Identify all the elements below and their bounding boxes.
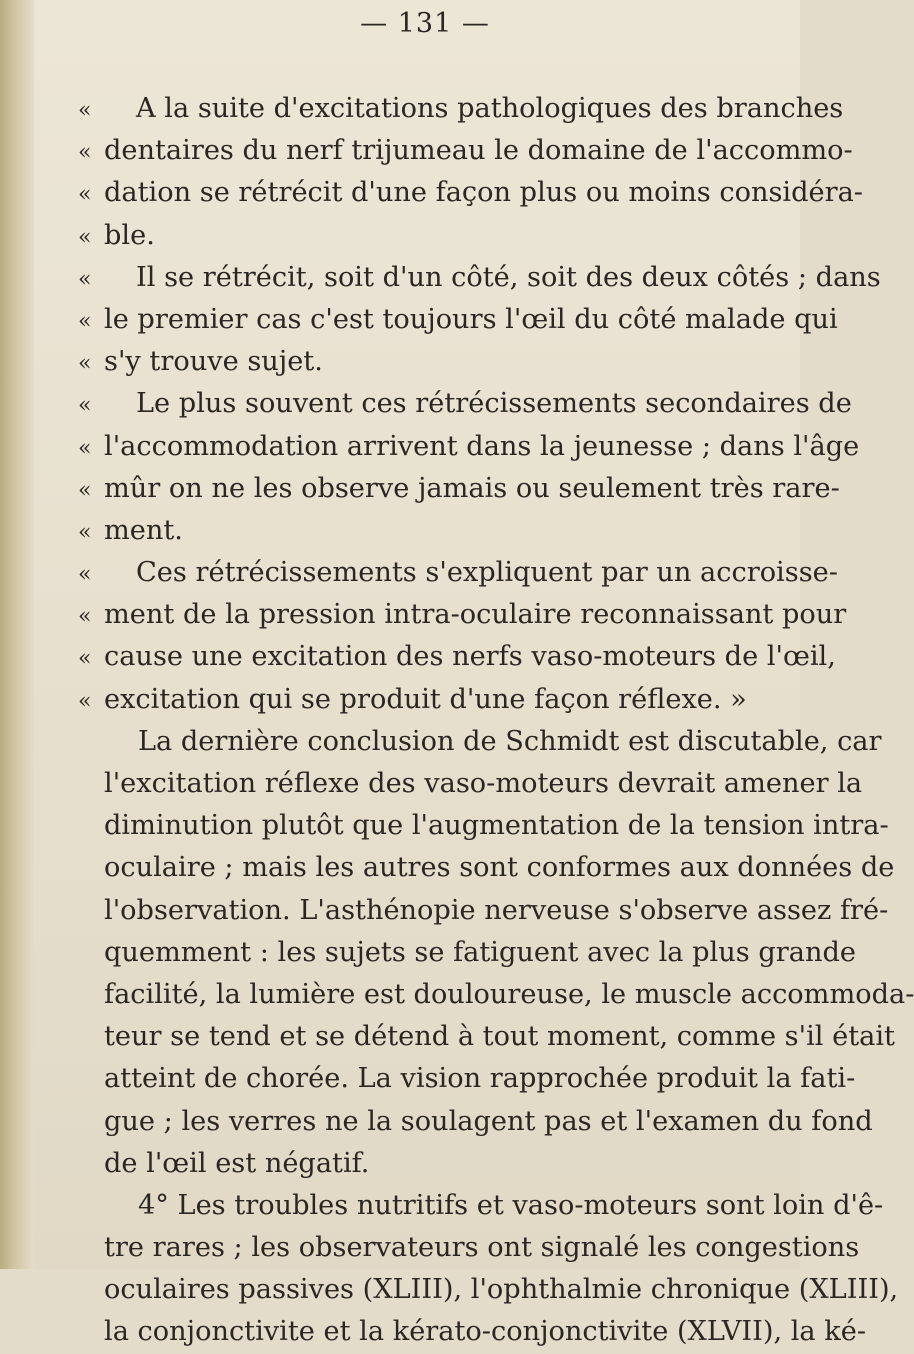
line-text: Le plus souvent ces rétrécissements secondaires de: [136, 388, 852, 420]
text-line: [78, 552, 838, 594]
line-text: atteint de chorée. La vision rapprochée produit la fati-: [104, 1063, 856, 1095]
quote-mark: «: [78, 562, 92, 588]
text-line: [82, 1185, 884, 1227]
text-line: [78, 426, 860, 468]
text-line: [78, 130, 853, 172]
quote-mark: «: [78, 519, 92, 545]
quote-mark: «: [78, 224, 92, 250]
quote-mark: «: [78, 98, 92, 123]
quote-mark: «: [78, 477, 92, 503]
line-text: l'excitation réflexe des vaso-moteurs devrait amener la: [104, 768, 863, 799]
text-line: [82, 1269, 899, 1311]
line-text: la conjonctivite et la kérato-conjonctivite (XLVII), la ké-: [104, 1316, 867, 1348]
line-text: oculaires passives (XLIII), l'ophthalmie chronique (XLIII),: [104, 1274, 899, 1306]
line-text: excitation qui se produit d'une façon réflexe. »: [104, 683, 747, 715]
line-text: La dernière conclusion de Schmidt est discutable, car: [138, 725, 882, 757]
text-line: [82, 721, 882, 763]
quote-mark: «: [78, 646, 92, 672]
line-text: mûr on ne les observe jamais ou seulement très rare-: [104, 472, 840, 504]
line-text: cause une excitation des nerfs vaso-moteurs de l'œil,: [104, 641, 836, 673]
line-text: gue ; les verres ne la soulagent pas et l'examen du fond: [104, 1105, 873, 1137]
text-line: [78, 679, 762, 721]
text-line: [78, 636, 836, 678]
text-line: [82, 1143, 762, 1185]
text-line: [78, 341, 762, 383]
text-line: [82, 1101, 873, 1143]
quote-mark: «: [78, 266, 92, 292]
text-line: [78, 88, 844, 130]
page-number: — 131 —: [360, 8, 490, 39]
line-text: dentaires du nerf trijumeau le domaine de l'accommo-: [104, 135, 853, 167]
line-text: dation se rétrécit d'une façon plus ou moins considéra-: [104, 177, 863, 209]
text-line: [82, 847, 895, 889]
text-line: [78, 510, 762, 552]
line-text: Ces rétrécissements s'expliquent par un accroisse-: [136, 557, 838, 589]
text-line: [78, 383, 852, 425]
text-line: [78, 215, 762, 257]
quote-mark: «: [78, 435, 92, 461]
line-text: s'y trouve sujet.: [104, 346, 323, 378]
line-text: facilité, la lumière est douloureuse, le muscle accommoda-: [104, 978, 914, 1010]
line-text: ment.: [104, 514, 183, 546]
text-line: [82, 890, 889, 932]
line-text: ble.: [104, 219, 155, 251]
body-text: [78, 88, 914, 1354]
text-line: [82, 805, 889, 847]
text-line: [78, 299, 838, 341]
line-text: 4° Les troubles nutritifs et vaso-moteurs sont loin d'ê-: [138, 1189, 884, 1221]
line-text: l'accommodation arrivent dans la jeunesse ; dans l'âge: [104, 430, 860, 462]
quote-mark: «: [78, 351, 92, 377]
text-line: [82, 1016, 895, 1058]
text-line: [78, 468, 840, 510]
text-line: [82, 1227, 860, 1269]
line-text: quemment : les sujets se fatiguent avec la plus grande: [104, 936, 856, 968]
text-line: [78, 594, 847, 636]
text-line: [82, 1058, 856, 1100]
line-text: de l'œil est négatif.: [104, 1147, 370, 1179]
line-text: le premier cas c'est toujours l'œil du côté malade qui: [104, 303, 838, 335]
line-text: l'observation. L'asthénopie nerveuse s'observe assez fré-: [104, 894, 889, 926]
line-text: oculaire ; mais les autres sont conformes aux données de: [104, 852, 895, 884]
quote-mark: «: [78, 393, 92, 419]
quote-mark: «: [78, 688, 92, 714]
text-line: [82, 763, 863, 805]
text-line: [82, 932, 856, 974]
line-text: tre rares ; les observateurs ont signalé les congestions: [104, 1232, 860, 1264]
text-line: [78, 172, 863, 214]
text-line: [78, 257, 881, 299]
text-line: [82, 1311, 867, 1353]
quote-mark: «: [78, 308, 92, 334]
line-text: Il se rétrécit, soit d'un côté, soit des deux côtés ; dans: [136, 261, 881, 293]
quote-mark: «: [78, 604, 92, 630]
page-binding-edge: [0, 0, 34, 1269]
line-text: ment de la pression intra-oculaire reconnaissant pour: [104, 599, 847, 631]
quote-mark: «: [78, 182, 92, 208]
line-text: teur se tend et se détend à tout moment, comme s'il était: [104, 1021, 895, 1053]
text-line: [82, 974, 914, 1016]
line-text: A la suite d'excitations pathologiques des branches: [136, 93, 844, 124]
quote-mark: «: [78, 140, 92, 166]
line-text: diminution plutôt que l'augmentation de la tension intra-: [104, 810, 889, 842]
